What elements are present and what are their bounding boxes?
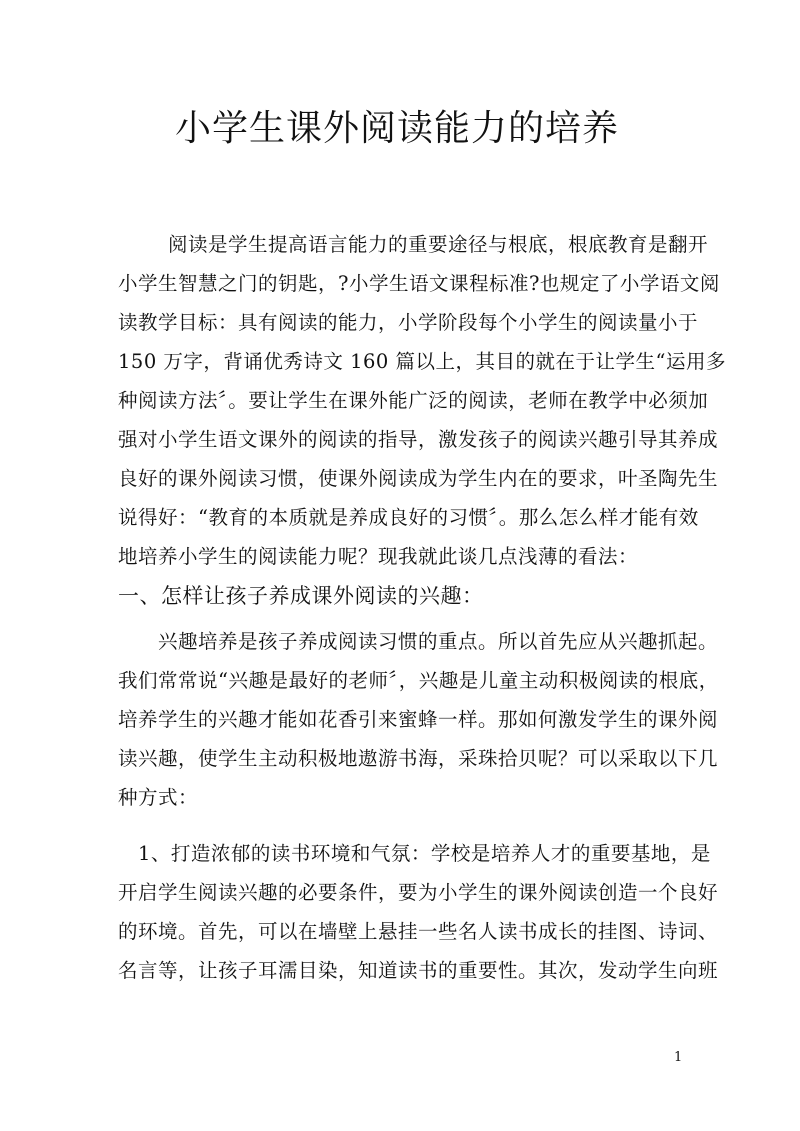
item-line: 名言等，让孩子耳濡目染，知道读书的重要性。其次，发动学生向班	[118, 959, 719, 982]
intro-line: 良好的课外阅读习惯，使课外阅读成为学生内在的要求，叶圣陶先生	[118, 467, 719, 490]
section-line: 兴趣培养是孩子养成阅读习惯的重点。所以首先应从兴趣抓起。	[158, 630, 719, 653]
intro-line: 150 万字，背诵优秀诗文 160 篇以上，其目的就在于让学生“运用多	[118, 350, 727, 373]
section-line: 我们常常说“兴趣是最好的老师〞，兴趣是儿童主动积极阅读的根底，	[118, 669, 719, 692]
item-line: 开启学生阅读兴趣的必要条件，要为小学生的课外阅读创造一个良好	[118, 881, 719, 904]
intro-line: 阅读是学生提高语言能力的重要途径与根底，根底教育是翻开	[168, 233, 709, 256]
intro-line: 读教学目标：具有阅读的能力，小学阶段每个小学生的阅读量小于	[118, 311, 699, 334]
intro-line: 地培养小学生的阅读能力呢？现我就此谈几点浅薄的看法：	[118, 545, 639, 568]
section-heading: 一、怎样让孩子养成课外阅读的兴趣：	[118, 584, 484, 608]
section-line: 种方式：	[118, 786, 199, 809]
section-line: 培养学生的兴趣才能如花香引来蜜蜂一样。那如何激发学生的课外阅	[118, 708, 719, 731]
item-line: 1、打造浓郁的读书环境和气氛：学校是培养人才的重要基地，是	[138, 842, 711, 865]
item-line: 的环境。首先，可以在墙壁上悬挂一些名人读书成长的挂图、诗词、	[118, 920, 719, 943]
intro-line: 小学生智慧之门的钥匙，?小学生语文课程标准?也规定了小学语文阅	[118, 272, 720, 295]
intro-line: 种阅读方法〞。要让学生在课外能广泛的阅读，老师在教学中必须加	[118, 389, 709, 412]
page-number: 1	[674, 1050, 683, 1065]
document-title: 小学生课外阅读能力的培养	[175, 108, 620, 149]
intro-line: 强对小学生语文课外的阅读的指导，激发孩子的阅读兴趣引导其养成	[118, 428, 719, 451]
intro-line: 说得好：“教育的本质就是养成良好的习惯〞。那么怎么样才能有效	[118, 506, 699, 529]
section-line: 读兴趣，使学生主动积极地遨游书海，采珠拾贝呢？可以采取以下几	[118, 747, 719, 770]
